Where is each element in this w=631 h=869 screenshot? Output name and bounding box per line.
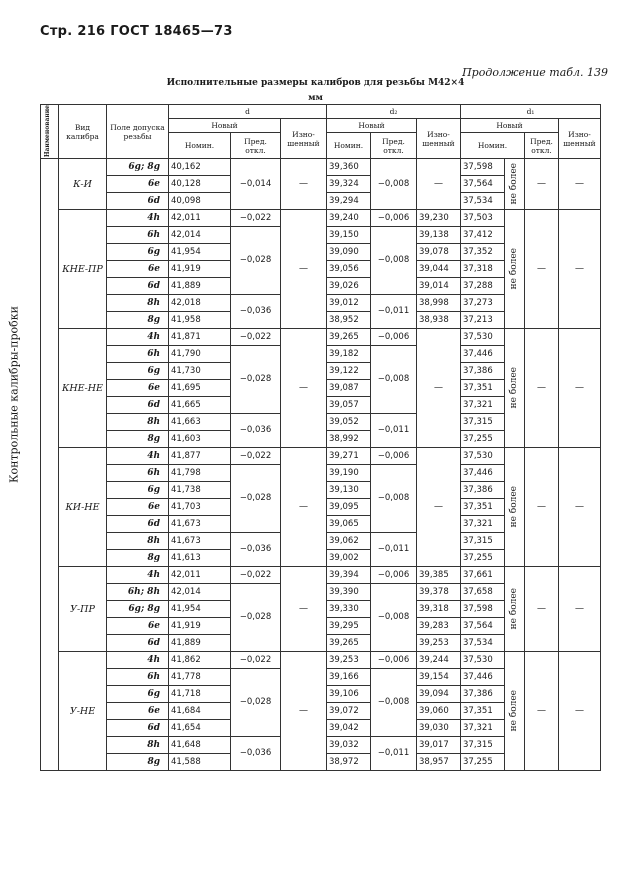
d-dev-cell: −0,022 xyxy=(231,210,281,227)
d-dev-cell: −0,028 xyxy=(231,227,281,295)
col-d1-worn: Изно-шенный xyxy=(559,119,601,159)
d-nominal-cell: 41,603 xyxy=(169,431,231,448)
d1-note-cell xyxy=(505,210,525,329)
d2-worn-cell: 39,244 xyxy=(417,652,461,669)
d2-nominal-cell: 39,012 xyxy=(327,295,371,312)
d-nominal-cell: 42,011 xyxy=(169,567,231,584)
d-dev-cell: −0,036 xyxy=(231,533,281,567)
col-d2-nominal: Номин. xyxy=(327,133,371,159)
d-dev-cell: −0,036 xyxy=(231,737,281,771)
tolerance-cell: 6e xyxy=(107,618,169,635)
d2-nominal-cell: 39,106 xyxy=(327,686,371,703)
d-nominal-cell: 41,919 xyxy=(169,261,231,278)
d2-worn-cell: 39,017 xyxy=(417,737,461,754)
tolerance-cell: 4h xyxy=(107,567,169,584)
table-row xyxy=(41,210,601,227)
col-d-new: Новый xyxy=(169,119,281,133)
table-row xyxy=(41,567,601,584)
col-d2-worn: Изно-шенный xyxy=(417,119,461,159)
col-d1-dev: Пред. откл. xyxy=(525,133,559,159)
d1-nominal-cell: 37,446 xyxy=(461,346,505,363)
tolerance-cell: 6h xyxy=(107,346,169,363)
d2-nominal-cell: 39,065 xyxy=(327,516,371,533)
tolerance-cell: 4h xyxy=(107,210,169,227)
d1-nominal-cell: 37,530 xyxy=(461,652,505,669)
d2-nominal-cell: 39,265 xyxy=(327,635,371,652)
d1-nominal-cell: 37,315 xyxy=(461,533,505,550)
tolerance-cell: 4h xyxy=(107,652,169,669)
d1-worn-cell: — xyxy=(559,567,601,652)
tolerance-cell: 6h xyxy=(107,227,169,244)
d-dev-cell: −0,022 xyxy=(231,448,281,465)
d2-worn-cell: 39,030 xyxy=(417,720,461,737)
d2-nominal-cell: 39,122 xyxy=(327,363,371,380)
d-worn-cell: — xyxy=(281,567,327,652)
d-dev-cell: −0,022 xyxy=(231,567,281,584)
d1-note-cell xyxy=(505,448,525,567)
d1-nominal-cell: 37,534 xyxy=(461,635,505,652)
d2-worn-cell: 39,044 xyxy=(417,261,461,278)
col-d: d xyxy=(169,105,327,119)
tolerance-cell: 4h xyxy=(107,329,169,346)
d2-nominal-cell: 39,271 xyxy=(327,448,371,465)
d2-nominal-cell: 39,042 xyxy=(327,720,371,737)
d-nominal-cell: 41,665 xyxy=(169,397,231,414)
d2-worn-cell: — xyxy=(417,329,461,448)
d2-dev-cell: −0,011 xyxy=(371,414,417,448)
d2-worn-cell: 39,138 xyxy=(417,227,461,244)
d-dev-cell: −0,028 xyxy=(231,465,281,533)
d2-worn-cell: — xyxy=(417,159,461,210)
d-dev-cell: −0,014 xyxy=(231,159,281,210)
d1-note-cell xyxy=(505,652,525,771)
dimensions-table xyxy=(40,104,601,771)
d1-nominal-cell: 37,352 xyxy=(461,244,505,261)
gauge-type-cell: К-И xyxy=(59,159,107,210)
d1-worn-cell: — xyxy=(559,159,601,210)
d-nominal-cell: 41,718 xyxy=(169,686,231,703)
gauge-type-cell: У-ПР xyxy=(59,567,107,652)
d1-worn-cell: — xyxy=(559,329,601,448)
tolerance-cell: 8h xyxy=(107,295,169,312)
d2-worn-cell: 39,094 xyxy=(417,686,461,703)
tolerance-cell: 6h xyxy=(107,465,169,482)
d1-nominal-cell: 37,598 xyxy=(461,159,505,176)
tolerance-cell: 6h; 8h xyxy=(107,584,169,601)
d1-nominal-cell: 37,288 xyxy=(461,278,505,295)
d1-nominal-cell: 37,351 xyxy=(461,380,505,397)
d1-nominal-cell: 37,386 xyxy=(461,686,505,703)
d2-worn-cell: 39,318 xyxy=(417,601,461,618)
d2-nominal-cell: 39,095 xyxy=(327,499,371,516)
d2-nominal-cell: 39,052 xyxy=(327,414,371,431)
d1-dev-cell: — xyxy=(525,329,559,448)
d2-dev-cell: −0,006 xyxy=(371,567,417,584)
d-nominal-cell: 41,958 xyxy=(169,312,231,329)
d2-nominal-cell: 39,295 xyxy=(327,618,371,635)
d2-dev-cell: −0,006 xyxy=(371,329,417,346)
d1-nominal-cell: 37,315 xyxy=(461,737,505,754)
d-nominal-cell: 41,798 xyxy=(169,465,231,482)
table-row xyxy=(41,652,601,669)
d2-nominal-cell: 39,394 xyxy=(327,567,371,584)
not-more-label: не более xyxy=(509,163,519,205)
col-d2-dev: Пред. откл. xyxy=(371,133,417,159)
d2-dev-cell: −0,006 xyxy=(371,210,417,227)
d2-dev-cell: −0,006 xyxy=(371,448,417,465)
d1-nominal-cell: 37,213 xyxy=(461,312,505,329)
col-d2-new: Новый xyxy=(327,119,417,133)
d-nominal-cell: 40,162 xyxy=(169,159,231,176)
col-d1-new: Новый xyxy=(461,119,559,133)
col-d1-nominal: Номин. xyxy=(461,133,525,159)
d2-nominal-cell: 39,062 xyxy=(327,533,371,550)
d-dev-cell: −0,022 xyxy=(231,329,281,346)
d-nominal-cell: 42,014 xyxy=(169,584,231,601)
d1-nominal-cell: 37,503 xyxy=(461,210,505,227)
tolerance-cell: 6e xyxy=(107,499,169,516)
tolerance-cell: 6d xyxy=(107,397,169,414)
d-nominal-cell: 42,018 xyxy=(169,295,231,312)
d-dev-cell: −0,022 xyxy=(231,652,281,669)
d1-nominal-cell: 37,534 xyxy=(461,193,505,210)
d2-nominal-cell: 39,240 xyxy=(327,210,371,227)
tolerance-cell: 8h xyxy=(107,533,169,550)
d-nominal-cell: 42,011 xyxy=(169,210,231,227)
d-nominal-cell: 41,790 xyxy=(169,346,231,363)
continuation-label: Продолжение табл. 139 xyxy=(462,66,608,79)
d2-dev-cell: −0,011 xyxy=(371,737,417,771)
tolerance-cell: 6d xyxy=(107,720,169,737)
d-dev-cell: −0,028 xyxy=(231,346,281,414)
d2-worn-cell: 39,378 xyxy=(417,584,461,601)
d2-nominal-cell: 39,182 xyxy=(327,346,371,363)
d1-nominal-cell: 37,255 xyxy=(461,431,505,448)
d-dev-cell: −0,036 xyxy=(231,414,281,448)
d2-nominal-cell: 38,952 xyxy=(327,312,371,329)
tolerance-cell: 6g; 8g xyxy=(107,159,169,176)
d2-dev-cell: −0,008 xyxy=(371,465,417,533)
d1-nominal-cell: 37,321 xyxy=(461,516,505,533)
d2-worn-cell: 38,957 xyxy=(417,754,461,771)
d1-nominal-cell: 37,661 xyxy=(461,567,505,584)
d-nominal-cell: 41,695 xyxy=(169,380,231,397)
d1-nominal-cell: 37,386 xyxy=(461,363,505,380)
tolerance-cell: 8g xyxy=(107,431,169,448)
d-nominal-cell: 41,778 xyxy=(169,669,231,686)
tolerance-cell: 6d xyxy=(107,193,169,210)
d-worn-cell: — xyxy=(281,329,327,448)
d1-dev-cell: — xyxy=(525,448,559,567)
tolerance-cell: 6d xyxy=(107,516,169,533)
d-nominal-cell: 41,862 xyxy=(169,652,231,669)
d-dev-cell: −0,028 xyxy=(231,669,281,737)
tolerance-cell: 8g xyxy=(107,550,169,567)
d1-nominal-cell: 37,564 xyxy=(461,618,505,635)
d2-nominal-cell: 39,002 xyxy=(327,550,371,567)
d1-nominal-cell: 37,351 xyxy=(461,499,505,516)
tolerance-cell: 8g xyxy=(107,312,169,329)
d-worn-cell: — xyxy=(281,210,327,329)
col-d-nominal: Номин. xyxy=(169,133,231,159)
side-cell xyxy=(41,159,59,771)
d2-worn-cell: 39,060 xyxy=(417,703,461,720)
d1-note-cell xyxy=(505,567,525,652)
table-row xyxy=(41,159,601,176)
d2-nominal-cell: 38,972 xyxy=(327,754,371,771)
d2-nominal-cell: 39,253 xyxy=(327,652,371,669)
d1-worn-cell: — xyxy=(559,448,601,567)
tolerance-cell: 6g xyxy=(107,363,169,380)
d2-dev-cell: −0,008 xyxy=(371,669,417,737)
d-nominal-cell: 41,871 xyxy=(169,329,231,346)
tolerance-cell: 4h xyxy=(107,448,169,465)
d1-dev-cell: — xyxy=(525,652,559,771)
d2-dev-cell: −0,006 xyxy=(371,652,417,669)
d2-nominal-cell: 39,090 xyxy=(327,244,371,261)
d1-worn-cell: — xyxy=(559,210,601,329)
d-nominal-cell: 41,730 xyxy=(169,363,231,380)
d-nominal-cell: 41,613 xyxy=(169,550,231,567)
tolerance-cell: 6g xyxy=(107,482,169,499)
table-row xyxy=(41,329,601,346)
d2-worn-cell: 39,014 xyxy=(417,278,461,295)
d-nominal-cell: 41,919 xyxy=(169,618,231,635)
d-nominal-cell: 41,654 xyxy=(169,720,231,737)
col-d1: d₁ xyxy=(461,105,601,119)
d1-nominal-cell: 37,386 xyxy=(461,482,505,499)
d1-nominal-cell: 37,321 xyxy=(461,397,505,414)
d2-nominal-cell: 38,992 xyxy=(327,431,371,448)
d2-nominal-cell: 39,056 xyxy=(327,261,371,278)
tolerance-cell: 6g xyxy=(107,686,169,703)
d-nominal-cell: 41,663 xyxy=(169,414,231,431)
tolerance-cell: 8h xyxy=(107,414,169,431)
d2-dev-cell: −0,008 xyxy=(371,584,417,652)
d1-nominal-cell: 37,255 xyxy=(461,550,505,567)
not-more-label: не более xyxy=(509,588,519,630)
d2-worn-cell: 39,253 xyxy=(417,635,461,652)
d1-nominal-cell: 37,530 xyxy=(461,329,505,346)
tolerance-cell: 6g; 8g xyxy=(107,601,169,618)
d2-worn-cell: 38,938 xyxy=(417,312,461,329)
tolerance-cell: 6e xyxy=(107,176,169,193)
d-nominal-cell: 41,954 xyxy=(169,601,231,618)
page-header: Стр. 216 ГОСТ 18465—73 xyxy=(40,24,233,39)
d2-nominal-cell: 39,330 xyxy=(327,601,371,618)
tolerance-cell: 6e xyxy=(107,703,169,720)
d1-dev-cell: — xyxy=(525,567,559,652)
d-nominal-cell: 41,954 xyxy=(169,244,231,261)
d2-worn-cell: 39,154 xyxy=(417,669,461,686)
col-gauge-type: Вид калибра xyxy=(59,105,107,159)
d-nominal-cell: 41,673 xyxy=(169,516,231,533)
not-more-label: не более xyxy=(509,690,519,732)
d1-nominal-cell: 37,598 xyxy=(461,601,505,618)
d-nominal-cell: 41,877 xyxy=(169,448,231,465)
d-worn-cell: — xyxy=(281,448,327,567)
d1-nominal-cell: 37,255 xyxy=(461,754,505,771)
d2-worn-cell: 39,283 xyxy=(417,618,461,635)
d-nominal-cell: 41,738 xyxy=(169,482,231,499)
d2-nominal-cell: 39,087 xyxy=(327,380,371,397)
d-nominal-cell: 41,648 xyxy=(169,737,231,754)
d2-nominal-cell: 39,057 xyxy=(327,397,371,414)
d1-nominal-cell: 37,318 xyxy=(461,261,505,278)
d2-worn-cell: 39,230 xyxy=(417,210,461,227)
d1-note-cell xyxy=(505,159,525,210)
d1-nominal-cell: 37,530 xyxy=(461,448,505,465)
d-nominal-cell: 42,014 xyxy=(169,227,231,244)
tolerance-cell: 6g xyxy=(107,244,169,261)
gauge-type-cell: КИ-НЕ xyxy=(59,448,107,567)
d1-dev-cell: — xyxy=(525,159,559,210)
d1-nominal-cell: 37,446 xyxy=(461,465,505,482)
d2-nominal-cell: 39,190 xyxy=(327,465,371,482)
d2-dev-cell: −0,008 xyxy=(371,346,417,414)
d2-worn-cell: 39,078 xyxy=(417,244,461,261)
d-nominal-cell: 41,684 xyxy=(169,703,231,720)
d2-nominal-cell: 39,390 xyxy=(327,584,371,601)
d2-nominal-cell: 39,324 xyxy=(327,176,371,193)
d2-nominal-cell: 39,150 xyxy=(327,227,371,244)
d2-dev-cell: −0,011 xyxy=(371,533,417,567)
d-worn-cell: — xyxy=(281,652,327,771)
table-title: Исполнительные размеры калибров для резьбы M42×4 xyxy=(166,78,465,88)
d1-worn-cell: — xyxy=(559,652,601,771)
d-worn-cell: — xyxy=(281,159,327,210)
d1-nominal-cell: 37,315 xyxy=(461,414,505,431)
table-row xyxy=(41,448,601,465)
tolerance-cell: 8g xyxy=(107,754,169,771)
side-label: Контрольные калибры-пробки xyxy=(7,306,21,483)
d2-worn-cell: 39,385 xyxy=(417,567,461,584)
gauge-type-cell: КНЕ-ПР xyxy=(59,210,107,329)
gauge-type-cell: КНЕ-НЕ xyxy=(59,329,107,448)
d2-dev-cell: −0,008 xyxy=(371,227,417,295)
tolerance-cell: 6d xyxy=(107,635,169,652)
d-nominal-cell: 41,703 xyxy=(169,499,231,516)
d2-worn-cell: 38,998 xyxy=(417,295,461,312)
d2-nominal-cell: 39,360 xyxy=(327,159,371,176)
d-dev-cell: −0,028 xyxy=(231,584,281,652)
col-d-dev: Пред. откл. xyxy=(231,133,281,159)
col-d-worn: Изно-шенный xyxy=(281,119,327,159)
d1-nominal-cell: 37,351 xyxy=(461,703,505,720)
d2-worn-cell: — xyxy=(417,448,461,567)
d1-dev-cell: — xyxy=(525,210,559,329)
d2-nominal-cell: 39,072 xyxy=(327,703,371,720)
d2-nominal-cell: 39,265 xyxy=(327,329,371,346)
d1-nominal-cell: 37,564 xyxy=(461,176,505,193)
d2-dev-cell: −0,008 xyxy=(371,159,417,210)
col-d2: d₂ xyxy=(327,105,461,119)
col-tolerance-field: Поле допуска резьбы xyxy=(107,105,169,159)
d2-nominal-cell: 39,026 xyxy=(327,278,371,295)
d1-nominal-cell: 37,321 xyxy=(461,720,505,737)
d-nominal-cell: 41,588 xyxy=(169,754,231,771)
not-more-label: не более xyxy=(509,248,519,290)
col-naming: Наименование xyxy=(41,105,59,159)
d-nominal-cell: 41,889 xyxy=(169,278,231,295)
d2-nominal-cell: 39,130 xyxy=(327,482,371,499)
tolerance-cell: 6e xyxy=(107,261,169,278)
gauge-type-cell: У-НЕ xyxy=(59,652,107,771)
d-nominal-cell: 41,673 xyxy=(169,533,231,550)
tolerance-cell: 8h xyxy=(107,737,169,754)
d1-nominal-cell: 37,412 xyxy=(461,227,505,244)
d-nominal-cell: 40,098 xyxy=(169,193,231,210)
d2-dev-cell: −0,011 xyxy=(371,295,417,329)
d2-nominal-cell: 39,294 xyxy=(327,193,371,210)
d1-nominal-cell: 37,446 xyxy=(461,669,505,686)
tolerance-cell: 6h xyxy=(107,669,169,686)
not-more-label: не более xyxy=(509,367,519,409)
d-nominal-cell: 41,889 xyxy=(169,635,231,652)
d1-nominal-cell: 37,273 xyxy=(461,295,505,312)
d1-note-cell xyxy=(505,329,525,448)
tolerance-cell: 6d xyxy=(107,278,169,295)
d-dev-cell: −0,036 xyxy=(231,295,281,329)
tolerance-cell: 6e xyxy=(107,380,169,397)
d1-nominal-cell: 37,658 xyxy=(461,584,505,601)
d2-nominal-cell: 39,166 xyxy=(327,669,371,686)
not-more-label: не более xyxy=(509,486,519,528)
d2-nominal-cell: 39,032 xyxy=(327,737,371,754)
unit-label: мм xyxy=(308,93,323,103)
d-nominal-cell: 40,128 xyxy=(169,176,231,193)
